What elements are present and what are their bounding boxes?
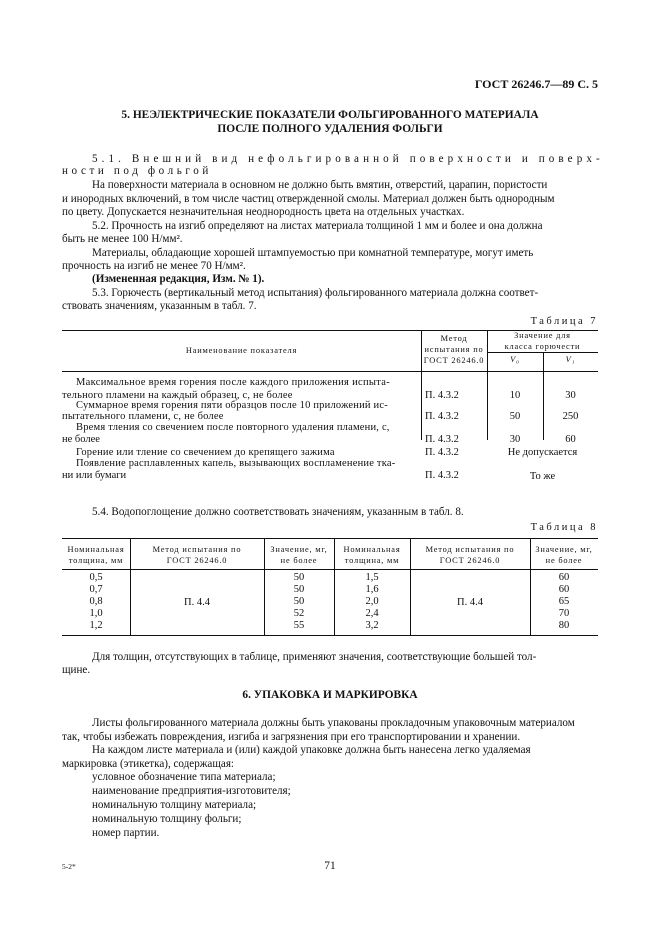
table-8-header-border bbox=[62, 569, 598, 570]
table-8-left-method: П. 4.4 bbox=[184, 597, 210, 608]
table-8-header-thickness-right-l1: Номинальная bbox=[343, 545, 401, 554]
table-7-row-4-value: Не допускается bbox=[507, 447, 578, 458]
table-7-row-4-name: Горение или тление со свечением до крепящего зажима bbox=[76, 447, 335, 458]
table-7-row-3-name-2: не более bbox=[62, 434, 100, 445]
table-8-left-value-5: 55 bbox=[293, 620, 305, 631]
paragraph-appearance-3: по цвету. Допускается незначительная неоднородность цвета на отдельных участках. bbox=[62, 206, 465, 218]
paragraph-after-table-8-1: Для толщин, отсутствующих в таблице, применяют значения, соответствующие большей тол- bbox=[92, 651, 537, 663]
page-number: 71 bbox=[324, 860, 336, 872]
section-6-paragraph-2-2: маркировка (этикетка), содержащая: bbox=[62, 758, 235, 770]
table-8-header-value-right-l1: Значение, мг, bbox=[535, 545, 593, 554]
table-7-header-border bbox=[62, 371, 598, 372]
table-7-row-1-v1: 30 bbox=[565, 390, 576, 401]
table-7-header-v0: V₀ bbox=[510, 355, 520, 364]
table-8-left-value-2: 50 bbox=[293, 584, 305, 595]
table-7-row-5-value: То же bbox=[529, 471, 556, 482]
amendment-note: (Измененная редакция, Изм. № 1). bbox=[92, 273, 265, 285]
table-7-row-2-name-1: Суммарное время горения пяти образцов после 10 приложений ис- bbox=[76, 400, 388, 411]
table-8-header-value-left-l2: не более bbox=[280, 556, 318, 565]
table-8-left-thickness-1: 0,5 bbox=[89, 572, 103, 583]
table-7-row-3-method: П. 4.3.2 bbox=[425, 434, 459, 445]
table-7-row-1-name-1: Максимальное время горения после каждого приложения испыта- bbox=[76, 377, 391, 388]
marking-item-2: наименование предприятия-изготовителя; bbox=[92, 785, 291, 797]
table-8-left-value-4: 52 bbox=[293, 608, 305, 619]
table-8-header-value-left bbox=[264, 544, 334, 566]
table-8-left-thickness-2: 0,7 bbox=[89, 584, 103, 595]
table-8-right-thickness-3: 2,0 bbox=[365, 596, 379, 607]
table-8-header-method-right-l1: Метод испытания по bbox=[425, 545, 515, 554]
table-7-row-1-name-2: тельного пламени на каждый образец, с, не более bbox=[62, 390, 293, 401]
table-7-header-value-l2: класса горючести bbox=[504, 342, 581, 351]
section-6-paragraph-1-2: так, чтобы избежать повреждения, изгиба и загрязнения при его транспортировании и хранении. bbox=[62, 731, 521, 743]
table-7-header-value-l1: Значение для bbox=[514, 331, 571, 340]
table-8-header-value-right bbox=[530, 544, 598, 566]
table-8-right-value-column bbox=[530, 572, 598, 632]
section-6-title: 6. УПАКОВКА И МАРКИРОВКА bbox=[242, 689, 418, 701]
table-7-row-3-v1: 60 bbox=[565, 434, 576, 445]
table-7-row-1-v0: 10 bbox=[509, 390, 521, 401]
table-8-left-thickness-column bbox=[62, 572, 130, 632]
table-7-row-4-method: П. 4.3.2 bbox=[425, 447, 459, 458]
footer-mark: 5-2* bbox=[62, 862, 76, 871]
paragraph-5-4: 5.4. Водопоглощение должно соответствовать значениям, указанным в табл. 8. bbox=[92, 506, 464, 518]
table-7-row-5-name-2: ни или бумаги bbox=[62, 470, 127, 481]
marking-item-1: условное обозначение типа материала; bbox=[92, 771, 276, 783]
table-7-header-method-l3: ГОСТ 26246.0 bbox=[423, 356, 485, 365]
table-8-right-method: П. 4.4 bbox=[457, 597, 483, 608]
table-7-header-method bbox=[421, 333, 487, 366]
table-8-right-value-5: 80 bbox=[558, 620, 570, 631]
table-8-right-thickness-5: 3,2 bbox=[365, 620, 379, 631]
section-6-paragraph-1-1: Листы фольгированного материала должны быть упакованы прокладочным упаковочным материалом bbox=[92, 717, 575, 729]
table-7-row-3-name-1: Время тления со свечением после повторного удаления пламени, с, bbox=[76, 422, 390, 433]
table-8-right-thickness-1: 1,5 bbox=[365, 572, 379, 583]
paragraph-5-1-cont: ности под фольгой bbox=[62, 165, 212, 177]
section-5-title-line2: ПОСЛЕ ПОЛНОГО УДАЛЕНИЯ ФОЛЬГИ bbox=[217, 123, 443, 135]
table-8-header-thickness-left-l1: Номинальная bbox=[67, 545, 125, 554]
marking-item-4: номинальную толщину фольги; bbox=[92, 813, 242, 825]
table-8-header-method-left-l1: Метод испытания по bbox=[152, 545, 242, 554]
table-8-header-method-right-l2: ГОСТ 26246.0 bbox=[439, 556, 501, 565]
table-8-top-border bbox=[62, 538, 598, 539]
table-8-left-value-column bbox=[264, 572, 334, 632]
paragraph-appearance-1: На поверхности материала в основном не должно быть вмятин, отверстий, царапин, пористости bbox=[92, 179, 548, 191]
table-7-row-2-method: П. 4.3.2 bbox=[425, 411, 459, 422]
table-8-header-method-left-l2: ГОСТ 26246.0 bbox=[166, 556, 228, 565]
table-8-header-value-right-l2: не более bbox=[545, 556, 583, 565]
table-7-row-5-name-1: Появление расплавленных капель, вызывающих воспламенение тка- bbox=[76, 458, 396, 469]
paragraph-stamping-2: прочность на изгиб не менее 70 Н/мм². bbox=[62, 260, 246, 272]
table-8-header-method-left bbox=[130, 544, 264, 566]
table-8-left-thickness-5: 1,2 bbox=[89, 620, 103, 631]
paragraph-5-3-1: 5.3. Горючесть (вертикальный метод испытания) фольгированного материала должна соответ- bbox=[92, 287, 539, 299]
table-8-right-value-2: 60 bbox=[558, 584, 570, 595]
section-5-title-line1: 5. НЕЭЛЕКТРИЧЕСКИЕ ПОКАЗАТЕЛИ ФОЛЬГИРОВАННОГО МАТЕРИАЛА bbox=[121, 109, 539, 121]
table-7-header-value bbox=[487, 330, 598, 352]
table-7-row-3-v0: 30 bbox=[509, 434, 521, 445]
table-8-left-value-1: 50 bbox=[293, 572, 305, 583]
table-7-header-method-l2: испытания по bbox=[424, 345, 484, 354]
section-5-title bbox=[62, 108, 598, 136]
paragraph-appearance-2: и инородных включений, в том числе частиц отвержденной смолы. Материал должен быть однородным bbox=[62, 193, 555, 205]
marking-item-3: номинальную толщину материала; bbox=[92, 799, 257, 811]
table-8-caption: Таблица 8 bbox=[530, 522, 598, 533]
table-8-right-thickness-2: 1,6 bbox=[365, 584, 379, 595]
table-8-left-thickness-3: 0,8 bbox=[89, 596, 103, 607]
table-7-header-v1: V₁ bbox=[565, 355, 576, 364]
table-8-right-thickness-column bbox=[334, 572, 410, 632]
table-8-header-thickness-left-l2: толщина, мм bbox=[68, 556, 124, 565]
table-7-row-2-v1: 250 bbox=[562, 411, 579, 422]
paragraph-5-2-1: 5.2. Прочность на изгиб определяют на листах материала толщиной 1 мм и более и она должна bbox=[92, 220, 543, 232]
table-8-header-value-left-l1: Значение, мг, bbox=[270, 545, 328, 554]
table-8-right-value-1: 60 bbox=[558, 572, 570, 583]
table-8-left-value-3: 50 bbox=[293, 596, 305, 607]
marking-list bbox=[92, 770, 291, 840]
paragraph-5-1: 5.1. Внешний вид нефольгированной поверхности и поверх- bbox=[92, 153, 604, 165]
paragraph-after-table-8-2: щине. bbox=[62, 664, 91, 676]
table-7-caption: Таблица 7 bbox=[530, 316, 598, 327]
table-8-right-thickness-4: 2,4 bbox=[365, 608, 379, 619]
table-8-right-value-3: 65 bbox=[558, 596, 570, 607]
table-8-left-thickness-4: 1,0 bbox=[89, 608, 103, 619]
table-7-header-method-l1: Метод bbox=[440, 334, 468, 343]
marking-item-5: номер партии. bbox=[92, 827, 160, 839]
page-header: ГОСТ 26246.7—89 С. 5 bbox=[474, 77, 598, 91]
table-7-header-name: Наименование показателя bbox=[185, 346, 298, 355]
table-7-row-2-name-2: пытательного пламени, с, не более bbox=[62, 411, 224, 422]
paragraph-5-3-2: ствовать значениям, указанным в табл. 7. bbox=[62, 300, 257, 312]
table-8-header-thickness-right bbox=[334, 544, 410, 566]
table-8-bottom-border bbox=[62, 635, 598, 636]
table-8-header-thickness-left bbox=[62, 544, 130, 566]
table-7-subheader-border bbox=[487, 352, 598, 353]
table-7-row-2-v0: 50 bbox=[509, 411, 521, 422]
table-8-header-thickness-right-l2: толщина, мм bbox=[344, 556, 400, 565]
table-8-header-method-right bbox=[410, 544, 530, 566]
section-6-paragraph-2-1: На каждом листе материала и (или) каждой упаковке должна быть нанесена легко удаляемая bbox=[92, 744, 531, 756]
table-8-right-value-4: 70 bbox=[558, 608, 570, 619]
table-7-row-1-method: П. 4.3.2 bbox=[425, 390, 459, 401]
paragraph-5-2-2: быть не менее 100 Н/мм². bbox=[62, 233, 183, 245]
table-7-row-5-method: П. 4.3.2 bbox=[425, 470, 459, 481]
paragraph-stamping-1: Материалы, обладающие хорошей штампуемостью при комнатной температуре, могут иметь bbox=[92, 247, 534, 259]
